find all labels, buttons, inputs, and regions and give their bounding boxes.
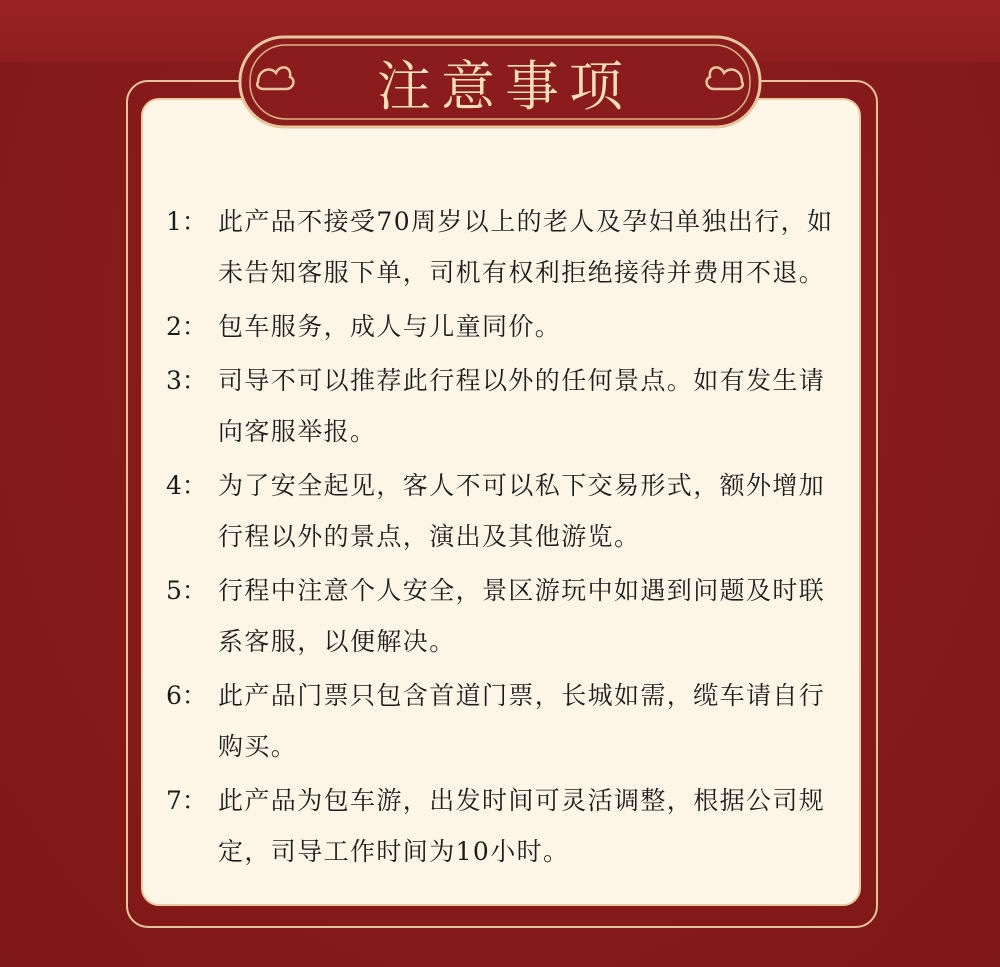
note-text: 行程中注意个人安全，景区游玩中如遇到问题及时联系客服，以便解决。 [218, 576, 826, 656]
note-item-4 [166, 460, 846, 562]
note-text: 此产品不接受70周岁以上的老人及孕妇单独出行，如未告知客服下单，司机有权利拒绝接待并费用不退。 [218, 207, 834, 287]
note-number: 1： [166, 207, 207, 236]
note-item-5 [166, 565, 846, 667]
note-item-1 [166, 196, 846, 298]
note-item-6 [166, 670, 846, 772]
note-item-7 [166, 775, 846, 877]
note-text: 此产品门票只包含首道门票，长城如需，缆车请自行购买。 [218, 681, 826, 761]
note-number: 3： [166, 366, 207, 395]
page-title: 注意事项 [377, 54, 633, 118]
notes-list [166, 196, 846, 880]
note-number: 6： [166, 681, 207, 710]
note-text: 司导不可以推荐此行程以外的任何景点。如有发生请向客服举报。 [218, 366, 826, 446]
note-text: 为了安全起见，客人不可以私下交易形式，额外增加行程以外的景点，演出及其他游览。 [218, 471, 826, 551]
note-text: 此产品为包车游，出发时间可灵活调整，根据公司规定，司导工作时间为10小时。 [218, 786, 826, 866]
title-plaque [236, 33, 764, 131]
note-number: 5： [166, 576, 207, 605]
note-number: 4： [166, 471, 207, 500]
note-number: 2： [166, 312, 207, 341]
note-number: 7： [166, 786, 207, 815]
note-item-3 [166, 355, 846, 457]
note-text: 包车服务，成人与儿童同价。 [218, 312, 562, 341]
note-item-2 [166, 301, 846, 352]
